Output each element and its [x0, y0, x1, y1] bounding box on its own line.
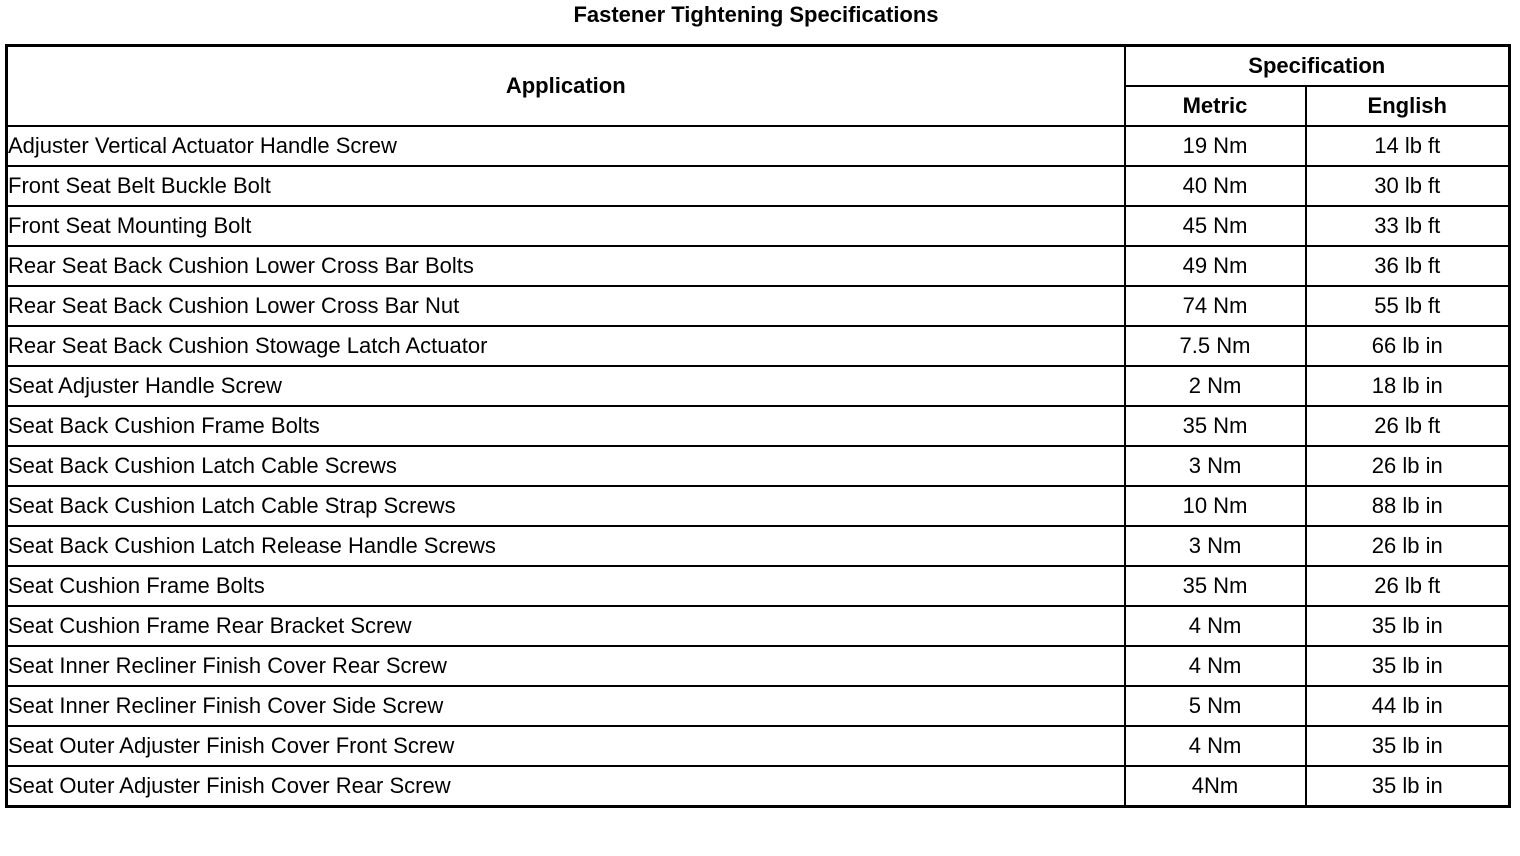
- application-cell: Front Seat Belt Buckle Bolt: [7, 166, 1125, 206]
- table-row: [7, 486, 1510, 526]
- application-cell: Adjuster Vertical Actuator Handle Screw: [7, 126, 1125, 166]
- metric-cell: 74 Nm: [1125, 286, 1306, 326]
- english-cell: 35 lb in: [1306, 726, 1510, 766]
- table-row: [7, 646, 1510, 686]
- english-cell: 26 lb ft: [1306, 406, 1510, 446]
- english-cell: 14 lb ft: [1306, 126, 1510, 166]
- application-cell: Seat Back Cushion Latch Cable Strap Screws: [7, 486, 1125, 526]
- metric-cell: 40 Nm: [1125, 166, 1306, 206]
- metric-cell: 3 Nm: [1125, 446, 1306, 486]
- metric-cell: 5 Nm: [1125, 686, 1306, 726]
- english-cell: 18 lb in: [1306, 366, 1510, 406]
- header-application: Application: [7, 46, 1125, 127]
- metric-cell: 7.5 Nm: [1125, 326, 1306, 366]
- english-cell: 26 lb ft: [1306, 566, 1510, 606]
- english-cell: 35 lb in: [1306, 606, 1510, 646]
- application-cell: Seat Back Cushion Frame Bolts: [7, 406, 1125, 446]
- table-row: [7, 286, 1510, 326]
- application-cell: Seat Back Cushion Latch Cable Screws: [7, 446, 1125, 486]
- table-row: [7, 766, 1510, 807]
- table-row: [7, 166, 1510, 206]
- english-cell: 66 lb in: [1306, 326, 1510, 366]
- metric-cell: 4 Nm: [1125, 646, 1306, 686]
- metric-cell: 2 Nm: [1125, 366, 1306, 406]
- application-cell: Rear Seat Back Cushion Lower Cross Bar Nut: [7, 286, 1125, 326]
- metric-cell: 35 Nm: [1125, 406, 1306, 446]
- application-cell: Seat Outer Adjuster Finish Cover Front Screw: [7, 726, 1125, 766]
- metric-cell: 4Nm: [1125, 766, 1306, 807]
- application-cell: Rear Seat Back Cushion Stowage Latch Actuator: [7, 326, 1125, 366]
- metric-cell: 4 Nm: [1125, 606, 1306, 646]
- table-row: [7, 566, 1510, 606]
- english-cell: 35 lb in: [1306, 766, 1510, 807]
- page-title: Fastener Tightening Specifications: [573, 2, 939, 27]
- metric-cell: 49 Nm: [1125, 246, 1306, 286]
- header-specification: Specification: [1125, 46, 1510, 87]
- table-row: [7, 606, 1510, 646]
- application-cell: Seat Outer Adjuster Finish Cover Rear Screw: [7, 766, 1125, 807]
- english-cell: 88 lb in: [1306, 486, 1510, 526]
- header-row-top: [7, 46, 1510, 87]
- application-cell: Seat Adjuster Handle Screw: [7, 366, 1125, 406]
- english-cell: 35 lb in: [1306, 646, 1510, 686]
- application-cell: Seat Inner Recliner Finish Cover Rear Screw: [7, 646, 1125, 686]
- table-row: [7, 206, 1510, 246]
- metric-cell: 35 Nm: [1125, 566, 1306, 606]
- header-english: English: [1306, 86, 1510, 126]
- english-cell: 33 lb ft: [1306, 206, 1510, 246]
- table-row: [7, 726, 1510, 766]
- table-row: [7, 526, 1510, 566]
- table-row: [7, 446, 1510, 486]
- english-cell: 44 lb in: [1306, 686, 1510, 726]
- metric-cell: 3 Nm: [1125, 526, 1306, 566]
- english-cell: 36 lb ft: [1306, 246, 1510, 286]
- table-body: [7, 126, 1510, 807]
- english-cell: 30 lb ft: [1306, 166, 1510, 206]
- table-row: [7, 246, 1510, 286]
- header-metric: Metric: [1125, 86, 1306, 126]
- application-cell: Seat Inner Recliner Finish Cover Side Screw: [7, 686, 1125, 726]
- english-cell: 55 lb ft: [1306, 286, 1510, 326]
- table-row: [7, 126, 1510, 166]
- table-row: [7, 366, 1510, 406]
- english-cell: 26 lb in: [1306, 446, 1510, 486]
- application-cell: Seat Back Cushion Latch Release Handle Screws: [7, 526, 1125, 566]
- application-cell: Seat Cushion Frame Rear Bracket Screw: [7, 606, 1125, 646]
- table-row: [7, 326, 1510, 366]
- metric-cell: 4 Nm: [1125, 726, 1306, 766]
- metric-cell: 19 Nm: [1125, 126, 1306, 166]
- table-row: [7, 686, 1510, 726]
- application-cell: Front Seat Mounting Bolt: [7, 206, 1125, 246]
- english-cell: 26 lb in: [1306, 526, 1510, 566]
- application-cell: Seat Cushion Frame Bolts: [7, 566, 1125, 606]
- metric-cell: 45 Nm: [1125, 206, 1306, 246]
- table-row: [7, 406, 1510, 446]
- metric-cell: 10 Nm: [1125, 486, 1306, 526]
- application-cell: Rear Seat Back Cushion Lower Cross Bar Bolts: [7, 246, 1125, 286]
- spec-table: [5, 44, 1511, 808]
